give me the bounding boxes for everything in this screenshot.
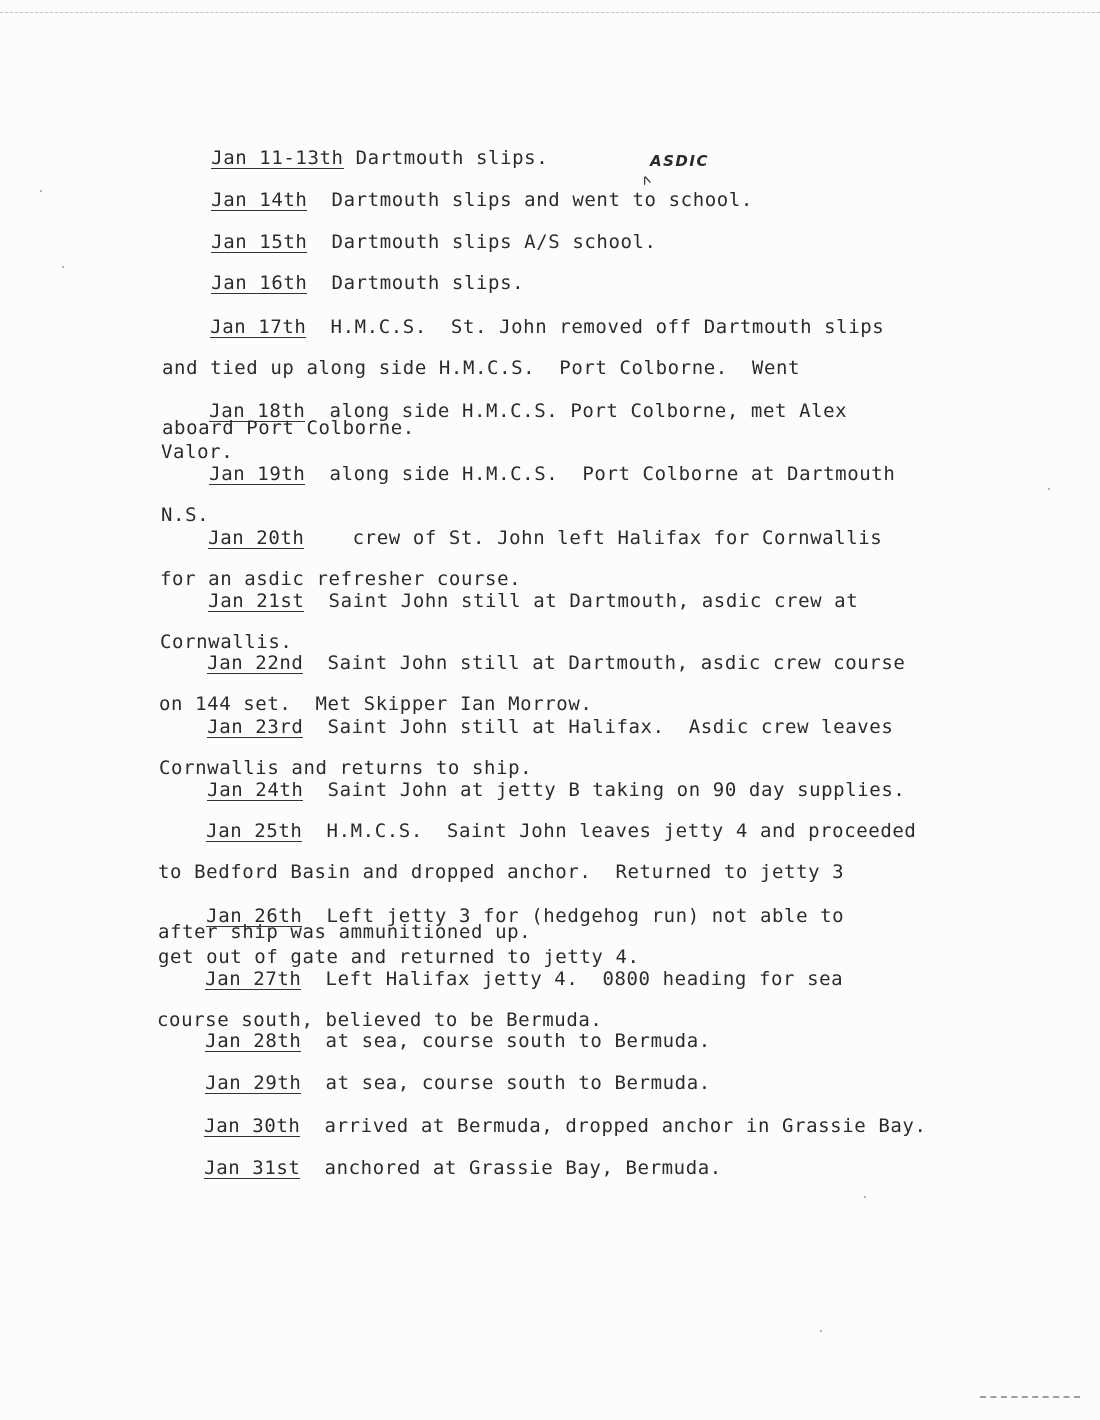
entry-text: H.M.C.S. St. John removed off Dartmouth slips xyxy=(306,316,885,338)
entry-date: Jan 22nd xyxy=(207,652,304,674)
entry-date: Jan 27th xyxy=(205,968,302,990)
entry-text: Left jetty 3 for (hedgehog run) not able to xyxy=(302,905,845,927)
entry-continuation: for an asdic refresher course. xyxy=(160,568,522,590)
scan-speck xyxy=(62,266,64,268)
entry-text: Dartmouth slips. xyxy=(307,272,525,294)
entry-text: at sea, course south to Bermuda. xyxy=(301,1030,711,1052)
entry-continuation: N.S. xyxy=(161,504,210,526)
entry-date: Jan 20th xyxy=(208,527,305,549)
entry-text: Dartmouth slips and went to school. xyxy=(307,189,753,211)
entry-date: Jan 31st xyxy=(204,1157,301,1179)
log-entry xyxy=(156,1138,722,1199)
entry-text: crew of St. John left Halifax for Cornwallis xyxy=(304,527,883,549)
entry-date: Jan 16th xyxy=(211,272,308,294)
entry-continuation: get out of gate and returned to jetty 4. xyxy=(158,946,640,968)
scan-speck xyxy=(40,190,42,192)
entry-text: along side H.M.C.S. Port Colborne at Dartmouth xyxy=(305,463,896,485)
entry-text: Saint John still at Halifax. Asdic crew leaves xyxy=(303,716,894,738)
entry-text: Dartmouth slips A/S school. xyxy=(307,231,657,253)
entry-date: Jan 26th xyxy=(206,905,303,927)
entry-date: Jan 21st xyxy=(208,590,305,612)
entry-continuation: after ship was ammunitioned up. xyxy=(158,921,532,943)
entry-date: Jan 11-13th xyxy=(211,147,344,169)
entry-continuation: Cornwallis and returns to ship. xyxy=(159,757,533,779)
entry-date: Jan 19th xyxy=(209,463,306,485)
scan-edge-bottom xyxy=(980,1396,1080,1398)
entry-text: arrived at Bermuda, dropped anchor in Grassie Bay. xyxy=(300,1115,927,1137)
entry-date: Jan 14th xyxy=(211,189,308,211)
entry-date: Jan 29th xyxy=(205,1072,302,1094)
entry-text: Saint John still at Dartmouth, asdic crew at xyxy=(304,590,859,612)
entry-continuation: aboard Port Colborne. xyxy=(162,417,415,439)
scan-speck xyxy=(1048,488,1050,490)
entry-text: Saint John still at Dartmouth, asdic crew course xyxy=(303,652,906,674)
entry-text: along side H.M.C.S. Port Colborne, met Alex xyxy=(305,400,848,422)
entry-text: H.M.C.S. Saint John leaves jetty 4 and proceeded xyxy=(302,820,917,842)
entry-date: Jan 17th xyxy=(210,316,307,338)
entry-date: Jan 15th xyxy=(211,231,308,253)
entry-date: Jan 23rd xyxy=(207,716,304,738)
entry-continuation: course south, believed to be Bermuda. xyxy=(157,1009,603,1031)
entry-date: Jan 25th xyxy=(206,820,303,842)
entry-text: Saint John at jetty B taking on 90 day supplies. xyxy=(303,779,906,801)
scan-speck xyxy=(820,1330,822,1332)
entry-date: Jan 24th xyxy=(207,779,304,801)
entry-date: Jan 18th xyxy=(209,400,306,422)
entry-date: Jan 28th xyxy=(205,1030,302,1052)
scan-edge-top xyxy=(0,12,1100,13)
entry-text: Left Halifax jetty 4. 0800 heading for sea xyxy=(301,968,844,990)
entry-continuation: Cornwallis. xyxy=(160,631,293,653)
scan-speck xyxy=(864,1196,866,1198)
entry-continuation: on 144 set. Met Skipper Ian Morrow. xyxy=(159,693,593,715)
entry-continuation: Valor. xyxy=(161,441,234,463)
insertion-caret-icon: ʌ xyxy=(639,171,653,189)
entry-date: Jan 30th xyxy=(204,1115,301,1137)
entry-text: at sea, course south to Bermuda. xyxy=(301,1072,711,1094)
handwritten-annotation: ASDIC xyxy=(650,152,709,170)
entry-text: anchored at Grassie Bay, Bermuda. xyxy=(300,1157,722,1179)
entry-text: Dartmouth slips. xyxy=(343,147,549,169)
entry-continuation: and tied up along side H.M.C.S. Port Colborne. Went xyxy=(162,357,801,379)
entry-continuation: to Bedford Basin and dropped anchor. Returned to jetty 3 xyxy=(158,861,845,883)
